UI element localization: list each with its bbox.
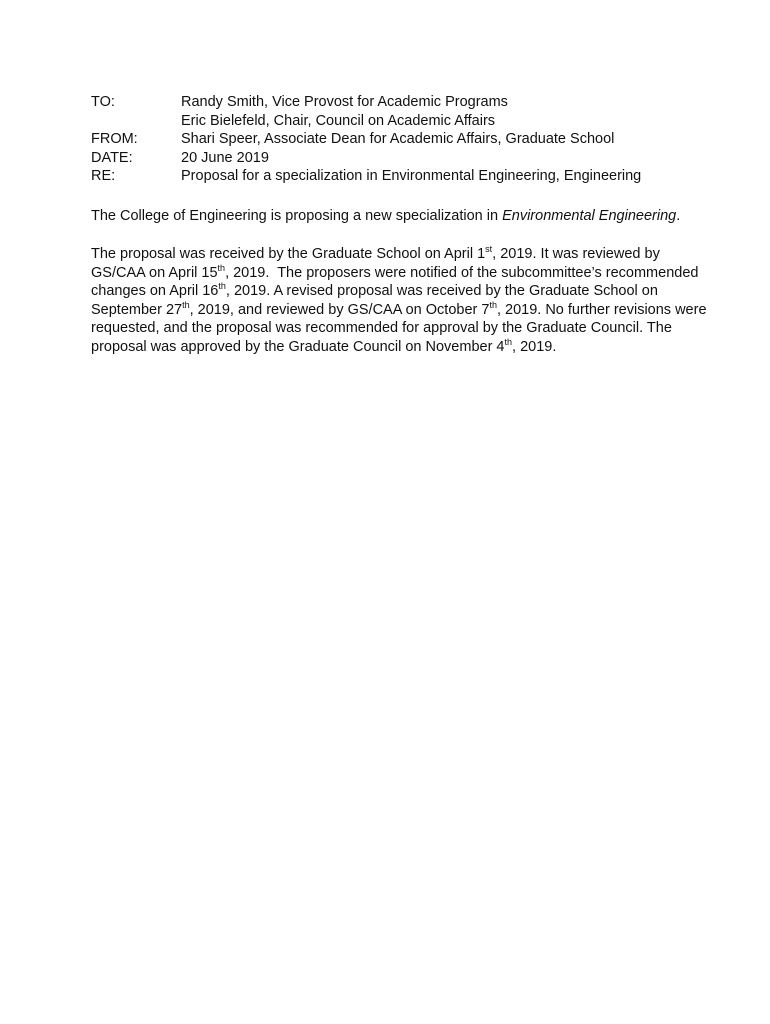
to-recipient-1: Randy Smith, Vice Provost for Academic Programs	[181, 94, 508, 110]
body-text: GS/CAA on April 15	[91, 264, 218, 281]
to-recipient-2: Eric Bielefeld, Chair, Council on Academic Affairs	[181, 112, 496, 129]
date-value: 20 June 2019	[181, 149, 269, 166]
memo-from-row	[91, 130, 711, 149]
body-text: , 2019. It was reviewed by	[492, 246, 660, 262]
body-text: , 2019. No further revisions were	[496, 301, 707, 318]
re-value: Proposal for a specialization in Environmental Engineering, Engineering	[181, 168, 642, 184]
body-line-5	[91, 319, 711, 338]
memo-header	[91, 93, 711, 186]
body-line-2	[91, 264, 711, 283]
from-value: Shari Speer, Associate Dean for Academic Affairs, Graduate School	[181, 131, 615, 147]
intro-paragraph	[91, 207, 691, 226]
ordinal-suffix: st	[485, 244, 493, 255]
body-line-4	[91, 301, 711, 320]
ordinal-suffix: th	[489, 299, 497, 310]
body-text: requested, and the proposal was recommended for approval by the Graduate Council. The	[91, 320, 672, 336]
body-line-3	[91, 282, 711, 301]
body-text: changes on April 16	[91, 283, 219, 299]
memo-date-row	[91, 149, 711, 168]
memo-re-row	[91, 167, 711, 186]
body-text: , 2019, and reviewed by GS/CAA on October 7	[189, 301, 490, 318]
body-text: , 2019. A revised proposal was received by the Graduate School on	[225, 283, 658, 299]
ordinal-suffix: th	[217, 262, 226, 273]
body-text: proposal was approved by the Graduate Council on November 4	[91, 338, 505, 355]
intro-text: The College of Engineering is proposing a new specialization in	[91, 208, 503, 224]
body-text: September 27	[91, 301, 183, 318]
memo-to-row	[91, 93, 711, 112]
body-line-1	[91, 245, 711, 264]
to-label: TO:	[91, 94, 115, 110]
memo-to-row-2	[91, 112, 711, 131]
body-paragraph	[91, 245, 711, 356]
re-label: RE:	[91, 168, 116, 184]
intro-emphasis: Environmental Engineering	[502, 208, 677, 224]
ordinal-suffix: th	[218, 281, 226, 292]
body-text: , 2019. The proposers were notified of the subcommittee’s recommended	[225, 264, 699, 281]
body-line-6	[91, 338, 711, 357]
date-label: DATE:	[91, 149, 133, 166]
body-text: The proposal was received by the Graduate School on April 1	[91, 246, 486, 262]
body-text: , 2019.	[512, 338, 557, 355]
ordinal-suffix: th	[504, 336, 513, 347]
ordinal-suffix: th	[182, 299, 190, 310]
from-label: FROM:	[91, 131, 138, 147]
intro-end: .	[676, 208, 681, 224]
